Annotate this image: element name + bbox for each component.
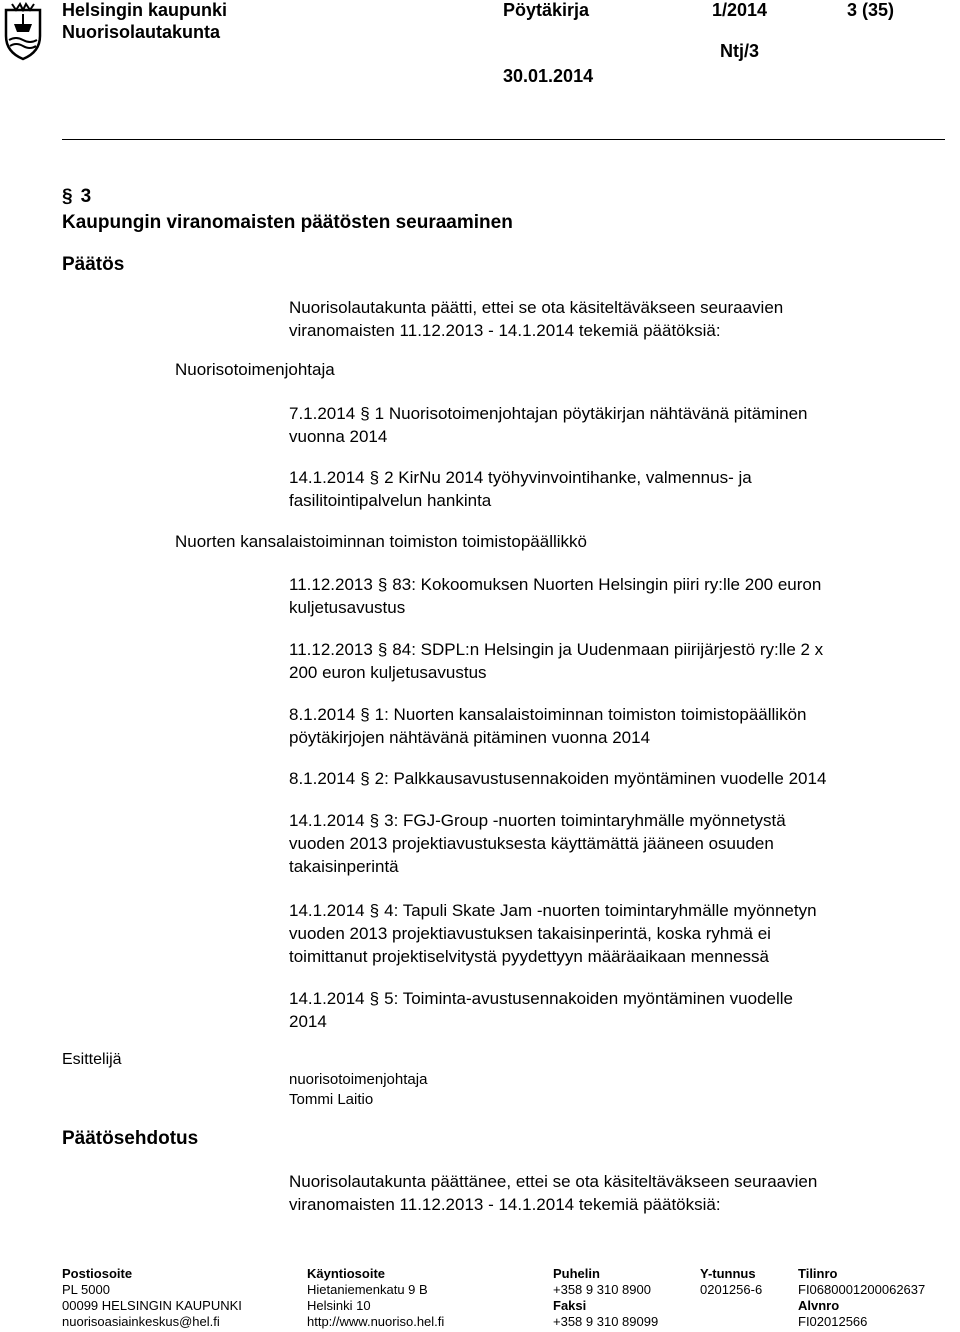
list-item [289, 402, 807, 425]
presenter-title: nuorisotoimenjohtaja [289, 1071, 428, 1088]
item-date: 8.1.2014 [289, 705, 356, 724]
footer-alvnro-label: Alvnro [798, 1298, 840, 1313]
list-item-continuation: 2014 [289, 1012, 327, 1031]
footer-tilinro-value: FI0680001200062637 [798, 1282, 926, 1297]
item-date: 7.1.2014 [289, 404, 356, 423]
item-text: 5: Toiminta-avustusennakoiden myöntäminen vuodelle [384, 989, 793, 1008]
list-item-continuation: vuonna 2014 [289, 427, 388, 446]
list-item-continuation: vuoden 2013 projektiavustuksen takaisinperintä, koska ryhmä ei [289, 924, 771, 943]
paragraph-sign-icon: § [377, 575, 388, 594]
list-item-continuation: pöytäkirjojen nähtävänä pitäminen vuonna 2014 [289, 728, 651, 747]
list-item [289, 767, 826, 790]
footer-tilinro-label: Tilinro [798, 1266, 838, 1281]
footer-ytunnus-label: Y-tunnus [700, 1266, 756, 1281]
list-item [289, 899, 817, 922]
header-page-number: 3 (35) [847, 0, 895, 20]
header-reference: Ntj/3 [720, 41, 760, 61]
decision-intro-line1: Nuorisolautakunta päätti, ettei se ota käsiteltäväkseen seuraavien [289, 298, 784, 317]
list-item [289, 809, 786, 832]
proposal-heading: Päätösehdotus [62, 1128, 199, 1149]
list-item [289, 638, 823, 661]
footer-postiosoite-line1: PL 5000 [62, 1282, 110, 1297]
decision-heading: Päätös [62, 254, 125, 275]
list-item [289, 466, 752, 489]
paragraph-sign-icon: § [360, 769, 370, 788]
paragraph-sign-icon: § [360, 404, 370, 423]
header-issue-number: 1/2014 [712, 0, 768, 20]
helsinki-coat-of-arms-logo [0, 0, 46, 62]
footer-ytunnus-value: 0201256-6 [700, 1282, 763, 1297]
footer-postiosoite-line2: 00099 HELSINGIN KAUPUNKI [62, 1298, 242, 1313]
paragraph-sign-icon: § [369, 901, 380, 920]
list-item [289, 987, 793, 1010]
paragraph-sign-icon: § [369, 468, 380, 487]
proposal-line2: viranomaisten 11.12.2013 - 14.1.2014 tekemiä päätöksiä: [289, 1195, 721, 1214]
footer-website: http://www.nuoriso.hel.fi [307, 1314, 445, 1329]
item-date: 11.12.2013 [289, 575, 373, 594]
item-date: 8.1.2014 [289, 769, 356, 788]
presenter-label: Esittelijä [62, 1051, 122, 1068]
list-item-continuation: takaisinperintä [289, 857, 399, 876]
item-date: 14.1.2014 [289, 468, 365, 487]
item-text: 4: Tapuli Skate Jam -nuorten toimintaryhmälle myönnetyn [384, 901, 817, 920]
footer-faksi-value: +358 9 310 89099 [553, 1314, 659, 1329]
footer-email: nuorisoasiainkeskus@hel.fi [62, 1314, 220, 1329]
footer-kayntiosoite-line2: Helsinki 10 [307, 1298, 371, 1313]
section-number: § 3 [62, 186, 92, 207]
section-title: Kaupungin viranomaisten päätösten seuraaminen [62, 212, 513, 233]
item-text: 1 Nuorisotoimenjohtajan pöytäkirjan nähtävänä pitäminen [374, 404, 808, 423]
footer-kayntiosoite-line1: Hietaniemenkatu 9 B [307, 1282, 428, 1297]
list-item-continuation: 200 euron kuljetusavustus [289, 663, 487, 682]
footer-alvnro-value: FI02012566 [798, 1314, 868, 1329]
item-text: 2 KirNu 2014 työhyvinvointihanke, valmennus- ja [384, 468, 752, 487]
header-divider [62, 139, 945, 140]
paragraph-sign-icon: § [377, 640, 388, 659]
list-item [289, 573, 821, 596]
presenter-name: Tommi Laitio [289, 1091, 374, 1108]
item-date: 14.1.2014 [289, 811, 365, 830]
item-text: 2: Palkkausavustusennakoiden myöntäminen vuodelle 2014 [374, 769, 827, 788]
footer-postiosoite-label: Postiosoite [62, 1266, 133, 1281]
paragraph-sign-icon: § [360, 705, 370, 724]
paragraph-sign-icon: § [62, 186, 73, 207]
header-date: 30.01.2014 [503, 66, 594, 86]
group1-heading: Nuorisotoimenjohtaja [175, 360, 335, 379]
proposal-line1: Nuorisolautakunta päättänee, ettei se ota käsiteltäväkseen seuraavien [289, 1172, 818, 1191]
decision-intro-line2: viranomaisten 11.12.2013 - 14.1.2014 tekemiä päätöksiä: [289, 321, 721, 340]
item-date: 14.1.2014 [289, 989, 365, 1008]
item-text: 83: Kokoomuksen Nuorten Helsingin piiri ry:lle 200 euron [392, 575, 822, 594]
paragraph-sign-icon: § [369, 811, 380, 830]
footer-puhelin-value: +358 9 310 8900 [553, 1282, 651, 1297]
footer-puhelin-label: Puhelin [553, 1266, 600, 1281]
list-item-continuation: kuljetusavustus [289, 598, 406, 617]
footer-kayntiosoite-label: Käyntiosoite [307, 1266, 386, 1281]
list-item [289, 703, 807, 726]
list-item-continuation: vuoden 2013 projektiavustuksesta käyttämättä jääneen osuuden [289, 834, 774, 853]
paragraph-sign-icon: § [369, 989, 380, 1008]
list-item-continuation: fasilitointipalvelun hankinta [289, 491, 492, 510]
list-item-continuation: toimittanut projektiselvitystä pyydettyyn määräaikaan mennessä [289, 947, 770, 966]
item-text: 1: Nuorten kansalaistoiminnan toimiston toimistopäällikön [374, 705, 807, 724]
group2-heading: Nuorten kansalaistoiminnan toimiston toimistopäällikkö [175, 532, 587, 551]
header-organization: Helsingin kaupunki [62, 0, 228, 20]
header-document-type: Pöytäkirja [503, 0, 590, 20]
item-text: 84: SDPL:n Helsingin ja Uudenmaan piirijärjestö ry:lle 2 x [392, 640, 824, 659]
item-text: 3: FGJ-Group -nuorten toimintaryhmälle myönnetystä [384, 811, 786, 830]
item-date: 14.1.2014 [289, 901, 365, 920]
item-date: 11.12.2013 [289, 640, 373, 659]
header-board: Nuorisolautakunta [62, 22, 221, 42]
footer-faksi-label: Faksi [553, 1298, 587, 1313]
